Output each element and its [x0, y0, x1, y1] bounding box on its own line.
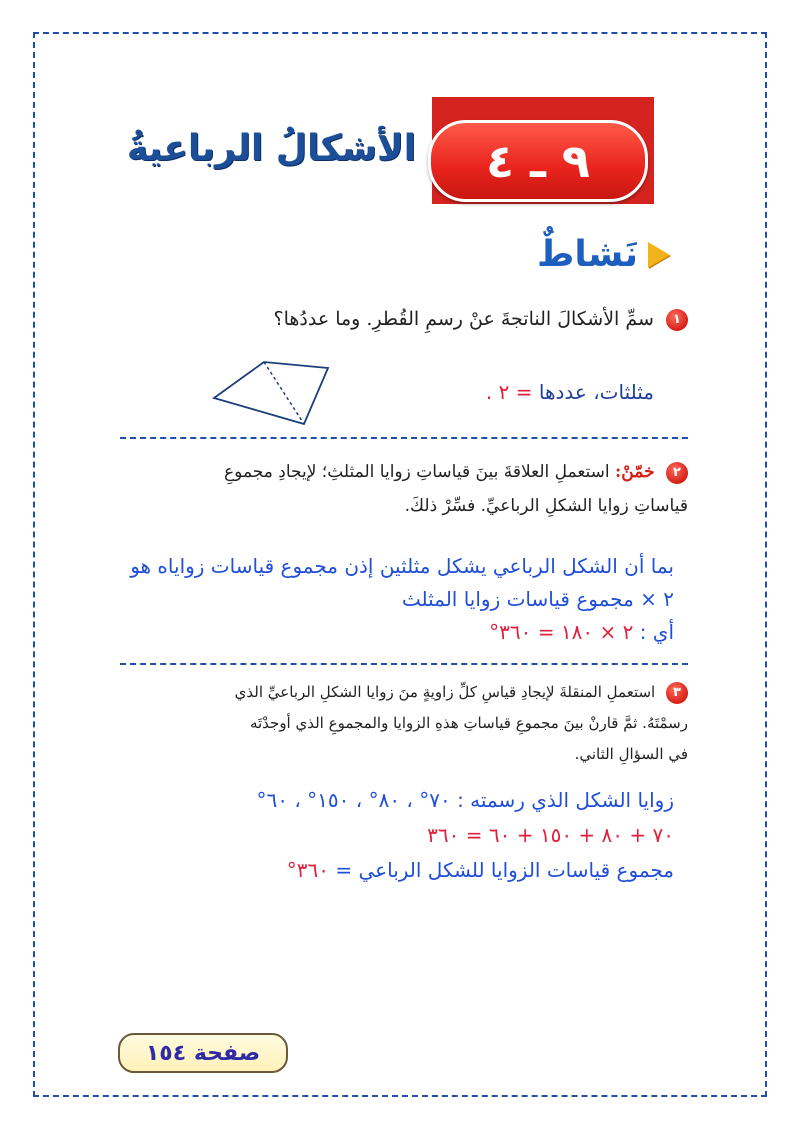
quadrilateral-shape [214, 362, 328, 424]
separator-2 [120, 663, 688, 665]
question-2-text-2: قياساتِ زوايا الشكلِ الرباعيِّ. فسِّرْ ذلكَ. [404, 496, 688, 516]
answer-3-line-3 [257, 853, 674, 888]
answer-2 [130, 550, 674, 649]
question-2 [128, 455, 688, 523]
answer-1-text: مثلثات، عددها [538, 380, 654, 404]
answer-2-line-1: بما أن الشكل الرباعي يشكل مثلثين إذن مجموع قياسات زواياه هو [130, 554, 674, 578]
question-3-line-1 [198, 677, 688, 708]
answer-2-line-3-equation: ٢ × ١٨٠ = ٣٦٠° [489, 620, 634, 644]
question-2-line-1 [128, 455, 688, 489]
question-3-text-2: رسمْتَهُ. ثمَّ قارنْ بينَ مجموعِ قياساتِ هذهِ الزوايا والمجموعِ الذي أوجدْتَه [249, 714, 688, 732]
answer-3 [257, 783, 674, 888]
question-2-number-icon: ٢ [666, 462, 688, 484]
activity-heading-label: نَشاطٌ [536, 234, 638, 275]
page-number-label: صفحة ١٥٤ [118, 1033, 288, 1073]
answer-1-equation: = ٢ . [485, 380, 533, 404]
think-label: خمّنْ: [615, 462, 655, 482]
answer-3-line-2: ٧٠ + ٨٠ + ١٥٠ + ٦٠ = ٣٦٠ [427, 823, 674, 847]
answer-3-line-1: زوايا الشكل الذي رسمته : ٧٠° ، ٨٠° ، ١٥٠° ، ٦٠° [256, 788, 674, 812]
question-3-text-3: في السؤالِ الثاني. [574, 745, 688, 763]
question-1 [274, 308, 688, 331]
answer-3-line-3-label: مجموع قياسات الزوايا للشكل الرباعي = [335, 858, 674, 882]
answer-2-line-3 [130, 616, 674, 649]
activity-heading [537, 234, 670, 275]
separator-1 [120, 437, 688, 439]
answer-1 [486, 380, 654, 404]
question-1-number-icon: ١ [666, 309, 688, 331]
quadrilateral-diagram [212, 360, 332, 430]
question-3 [198, 677, 688, 770]
question-3-number-icon: ٣ [666, 682, 688, 704]
question-3-text-1: استعملِ المنقلةَ لإيجادِ قياسِ كلِّ زاويةٍ منَ زوايا الشكلِ الرباعيِّ الذي [234, 683, 656, 701]
question-1-text: سمِّ الأشكالَ الناتجةَ عنْ رسمِ القُطرِ. وما عددُها؟ [273, 308, 654, 330]
question-2-text-1: استعملِ العلاقةَ بينَ قياساتِ زوايا المثلثِ؛ لإيجادِ مجموعِ [224, 462, 610, 482]
lesson-number-badge: ٩ ـ ٤ [428, 120, 648, 202]
answer-2-line-2: ٢ × مجموع قياسات زوايا المثلث [401, 587, 674, 611]
answer-3-line-3-value: ٣٦٠° [286, 858, 330, 882]
lesson-title: الأشكالُ الرباعيةُ [126, 128, 416, 169]
activity-arrow-icon [648, 242, 670, 268]
answer-2-line-3-label: أي : [639, 620, 674, 644]
